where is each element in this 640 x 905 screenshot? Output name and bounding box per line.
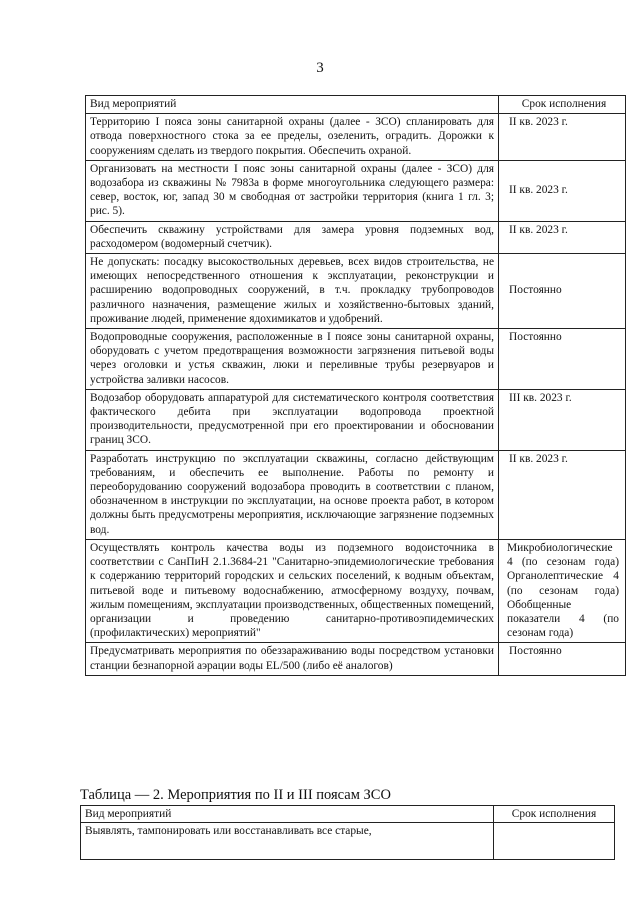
table-2-title: Таблица — 2. Мероприятия по II и III поясам ЗСО: [80, 787, 391, 803]
deadline-cell: [494, 823, 615, 860]
activity-cell: Предусматривать мероприятия по обеззараживанию воды посредством установки станции безнапорной аэрации воды EL/500 (либо её аналогов): [86, 643, 499, 675]
activity-cell: Территорию I пояса зоны санитарной охраны (далее - ЗСО) спланировать для отвода поверхностного стока за ее пределы, озеленить, оградить. Дорожки к сооружениям сделать из твердого покрытия. Обеспечить охраной.: [86, 114, 499, 161]
deadline-cell: II кв. 2023 г.: [499, 221, 626, 253]
activity-cell: Осуществлять контроль качества воды из подземного водоисточника в соответствии с СанПиН 2.1.3684-21 "Санитарно-эпидемиологические требования к содержанию территорий городских и сельских поселений, к водным объектам, питьевой воде и питьевому водоснабжению, атмосферному воздуху, почвам, жилым помещениям, эксплуатации производственных, общественных помещений, организации и проведению санитарно-противоэпидемических (профилактических) мероприятий": [86, 539, 499, 642]
page-number: 3: [316, 60, 324, 76]
activity-cell: Обеспечить скважину устройствами для замера уровня подземных вод, расходомером (водомерный счетчик).: [86, 221, 499, 253]
deadline-cell: II кв. 2023 г.: [499, 450, 626, 539]
deadline-cell: Микробиологические 4 (по сезонам года) Органолептические 4 (по сезонам года) Обобщенные показатели 4 (по сезонам года): [499, 539, 626, 642]
table-row: [86, 389, 626, 450]
table-header-row: [81, 806, 615, 823]
activity-cell: Водопроводные сооружения, расположенные в I поясе зоны санитарной охраны, оборудовать с учетом предотвращения возможности загрязнения питьевой воды через оголовки и устья скважин, люки и переливные трубы резервуаров и устройства заливки насосов.: [86, 329, 499, 390]
column-header-activity: Вид мероприятий: [86, 96, 499, 114]
deadline-cell: III кв. 2023 г.: [499, 389, 626, 450]
column-header-activity: Вид мероприятий: [81, 806, 494, 823]
deadline-cell: II кв. 2023 г.: [499, 160, 626, 221]
table-row: [86, 114, 626, 161]
table-row: [86, 643, 626, 675]
deadline-cell: II кв. 2023 г.: [499, 114, 626, 161]
measures-table-zone-1: [85, 95, 626, 676]
table-row: [86, 539, 626, 642]
activity-cell: Разработать инструкцию по эксплуатации скважины, согласно действующим требованиям, и обеспечить ее выполнение. Работы по ремонту и переоборудованию сооружений водозабора проводить в соответствии с планом, обозначенном в инструкции по эксплуатации, на основе проекта работ, в котором должны быть предусмотрены мероприятия, исключающие загрязнение подземных вод.: [86, 450, 499, 539]
deadline-cell: Постоянно: [499, 329, 626, 390]
column-header-deadline: Срок исполнения: [499, 96, 626, 114]
column-header-deadline: Срок исполнения: [494, 806, 615, 823]
table-row: [86, 254, 626, 329]
table-row: [86, 160, 626, 221]
deadline-cell: Постоянно: [499, 254, 626, 329]
activity-cell: Не допускать: посадку высокоствольных деревьев, всех видов строительства, не имеющих непосредственного отношения к эксплуатации, реконструкции и расширению водопроводных сооружений, в т.ч. прокладку трубопроводов различного назначения, размещение жилых и хозяйственно-бытовых зданий, проживание людей, применение ядохимикатов и удобрений.: [86, 254, 499, 329]
deadline-cell: Постоянно: [499, 643, 626, 675]
measures-table-zone-2-3: [80, 805, 615, 860]
table-row: [86, 329, 626, 390]
activity-cell: Водозабор оборудовать аппаратурой для систематического контроля соответствия фактического дебита при эксплуатации водопровода проектной производительности, предусмотренной при его проектировании и обосновании границ ЗСО.: [86, 389, 499, 450]
table-header-row: [86, 96, 626, 114]
table-row: [81, 823, 615, 860]
table-row: [86, 221, 626, 253]
table-row: [86, 450, 626, 539]
activity-cell: Выявлять, тампонировать или восстанавливать все старые,: [81, 823, 494, 860]
activity-cell: Организовать на местности I пояс зоны санитарной охраны (далее - ЗСО) для водозабора из скважины № 7983а в форме многоугольника следующего размера: север, восток, юг, запад 30 м свободная от застройки территория (книга 1 гл. 3; рис. 5).: [86, 160, 499, 221]
